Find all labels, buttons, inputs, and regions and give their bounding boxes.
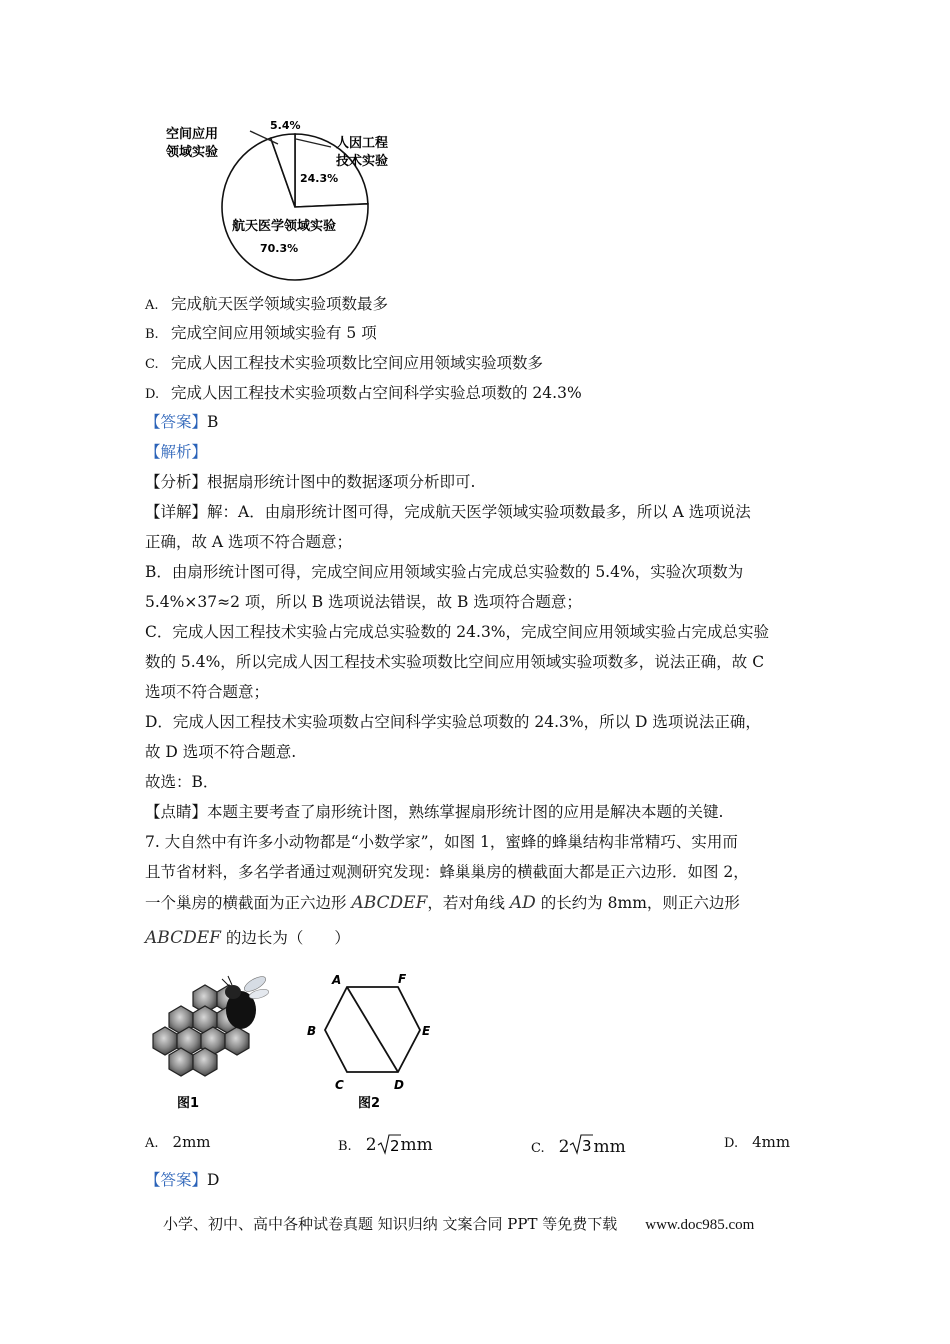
label-human-line2: 技术实验: [336, 154, 389, 169]
q7-option-c: C. 2 3 mm: [531, 1133, 626, 1157]
label-human-line1: 人因工程: [336, 136, 389, 151]
q7-stem-line3: 一个巢房的横截面为正六边形 ABCDEF，若对角线 AD 的长约为 8mm，则正六边形: [145, 893, 740, 913]
q6-detail-line: 正确，故 A 选项不符合题意；: [145, 533, 353, 551]
q6-option-d: [145, 383, 582, 405]
q6-detail-line: 故选：B．: [145, 773, 219, 791]
answer-tag: 【答案】: [145, 413, 208, 431]
q7-option-a: A. 2mm: [145, 1133, 211, 1151]
answer-tag: 【答案】: [145, 1171, 208, 1189]
figure-2-caption: 图2: [358, 1096, 381, 1111]
diagonal-name: AD: [509, 893, 536, 913]
q6-detail-line: 数的 5.4%，所以完成人因工程技术实验项数比空间应用领域实验项数多，说法正确，故 C: [145, 653, 765, 671]
q6-fenxi: 【分析】根据扇形统计图中的数据逐项分析即可.: [145, 473, 476, 491]
q6-detail-line: C．完成人因工程技术实验占完成总实验数的 24.3%，完成空间应用领域实验占完成总实验: [145, 623, 770, 641]
q6-detail-line: D．完成人因工程技术实验项数占空间科学实验总项数的 24.3%，所以 D 选项说法正确，: [145, 713, 761, 731]
option-text: 完成人因工程技术实验项数占空间科学实验总项数的 24.3%: [171, 384, 582, 402]
vertex-f: F: [398, 972, 407, 986]
q7-stem-line4: ABCDEF 的边长为（ ）: [145, 928, 350, 948]
option-text: 完成航天医学领域实验项数最多: [171, 295, 389, 313]
q7-answer: [145, 1170, 219, 1190]
label-space-line1: 空间应用: [166, 127, 219, 142]
q6-detail-line: 故 D 选项不符合题意.: [145, 743, 297, 761]
sqrt-sign-icon: [569, 1133, 593, 1155]
vertex-e: E: [422, 1024, 431, 1038]
footer-text: 小学、初中、高中各种试卷真题 知识归纳 文案合同 PPT 等免费下载: [163, 1215, 618, 1233]
hexagon-name: ABCDEF: [351, 893, 428, 913]
q6-option-b: [145, 323, 377, 345]
option-letter: B.: [145, 327, 159, 342]
svg-text:2: 2: [389, 1137, 400, 1155]
option-letter: A.: [145, 298, 159, 313]
figure-2-hexagon: [300, 968, 445, 1113]
hexagon-name: ABCDEF: [145, 928, 221, 948]
footer-url[interactable]: www.doc985.com: [645, 1217, 755, 1233]
footer: [163, 1213, 754, 1234]
diagonal-ad: [347, 987, 398, 1072]
q7-option-b: B. 2 2 mm: [338, 1135, 433, 1155]
q6-answer: [145, 412, 218, 432]
q7-stem-line2: 且节省材料，多名学者通过观测研究发现：蜂巢巢房的横截面大都是正六边形．如图 2，: [145, 863, 749, 881]
q6-detail-line: 5.4%×37≈2 项，所以 B 选项说法错误，故 B 选项符合题意；: [145, 593, 582, 611]
q7-stem-line1: 7. 大自然中有许多小动物都是“小数学家”，如图 1，蜜蜂的蜂巢结构非常精巧、实用而: [145, 833, 738, 851]
label-medical-line1: 航天医学领域实验: [232, 219, 337, 234]
figure-1-caption: 图1: [177, 1096, 200, 1111]
q6-dianjing: 【点睛】本题主要考查了扇形统计图，熟练掌握扇形统计图的应用是解决本题的关键.: [145, 803, 724, 821]
q6-option-a: [145, 294, 388, 316]
vertex-a: A: [332, 973, 342, 987]
pie-chart: [150, 112, 450, 282]
label-human-value: 24.3%: [300, 172, 339, 185]
q6-detail-line: 【详解】解：A．由扇形统计图可得，完成航天医学领域实验项数最多，所以 A 选项说法: [145, 503, 751, 521]
label-space-line2: 领域实验: [166, 145, 219, 160]
option-letter: C.: [145, 357, 159, 372]
label-space-value: 5.4%: [270, 119, 301, 132]
answer-value: B: [207, 413, 219, 431]
answer-value: D: [207, 1171, 220, 1189]
vertex-b: B: [307, 1024, 317, 1038]
q7-option-d: D. 4mm: [724, 1133, 791, 1151]
sqrt-sign-icon: [377, 1133, 401, 1155]
vertex-c: C: [335, 1078, 344, 1092]
figure-1-honeycomb: [145, 970, 270, 1120]
q6-analysis-tag: 【解析】: [145, 443, 208, 461]
option-letter: D.: [145, 387, 160, 402]
q6-option-c: [145, 353, 543, 375]
bee-icon: [222, 974, 270, 1029]
svg-text:3: 3: [582, 1137, 592, 1155]
q6-detail-line: B．由扇形统计图可得，完成空间应用领域实验占完成总实验数的 5.4%，实验次项数为: [145, 563, 744, 581]
option-text: 完成人因工程技术实验项数比空间应用领域实验项数多: [171, 354, 544, 372]
q6-detail-line: 选项不符合题意；: [145, 683, 270, 701]
label-medical-value: 70.3%: [260, 242, 299, 255]
vertex-d: D: [394, 1078, 404, 1092]
option-text: 完成空间应用领域实验有 5 项: [171, 324, 377, 342]
